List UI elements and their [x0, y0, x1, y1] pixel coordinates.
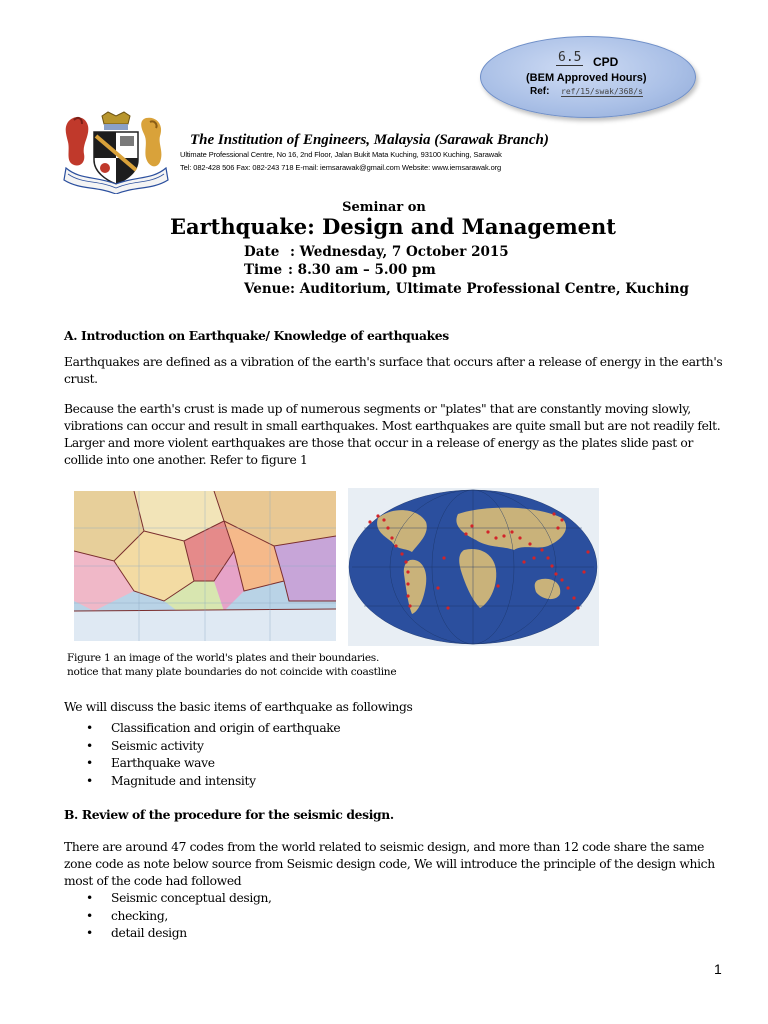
institution-crest-logo — [60, 110, 172, 194]
bullet: • — [86, 738, 93, 753]
list-item: • detail design — [84, 925, 684, 943]
figure-caption-line-1: Figure 1 an image of the world's plates and their boundaries. — [67, 652, 380, 664]
cpd-value: 6.5 — [558, 50, 582, 65]
institution-address: Ultimate Professional Centre, No 16, 2nd Floor, Jalan Bukit Mata Kuching, 93100 Kuching, Sarawak — [180, 150, 502, 159]
institution-name: The Institution of Engineers, Malaysia (Sarawak Branch) — [190, 132, 549, 148]
date-value: : Wednesday, 7 October 2015 — [290, 244, 509, 260]
list-item: • Seismic activity — [84, 738, 684, 756]
bullet: • — [86, 773, 93, 788]
bullet: • — [86, 891, 93, 905]
bullet: • — [86, 756, 93, 770]
seminar-label: Seminar on — [342, 200, 426, 215]
bem-approved-label: (BEM Approved Hours) — [526, 72, 647, 84]
page-number: 1 — [714, 961, 722, 977]
section-b-list — [84, 890, 684, 943]
institution-contact: Tel: 082-428 506 Fax: 082-243 718 E-mail: iemsarawak@gmail.com Website: www.iemsarawak.org — [180, 163, 502, 172]
earthquake-distribution-map — [348, 488, 599, 646]
discussion-intro: We will discuss the basic items of earthquake as followings — [64, 700, 413, 714]
ref-label: Ref: — [530, 86, 550, 97]
bullet: • — [86, 721, 93, 735]
bullet: • — [86, 908, 93, 923]
date-label: Date — [244, 244, 280, 260]
section-a-paragraph-2: Because the earth's crust is made up of numerous segments or "plates" that are constantly moving slowly, vibrations can occur and result in small earthquakes. Most earthquakes are quite small but are not readily felt. Larger and more violent earthquakes are those that occur in a release of energy as the plates slide past or collide into one another. Refer to figure 1 — [64, 402, 721, 467]
list-item: • checking, — [84, 908, 684, 926]
section-a-paragraph-1: Earthquakes are defined as a vibration of the earth's surface that occurs after a release of energy in the earth's crust. — [64, 355, 723, 386]
list-item: • Classification and origin of earthquake — [84, 720, 684, 738]
time-value: : 8.30 am – 5.00 pm — [288, 262, 436, 278]
section-a-heading: A. Introduction on Earthquake/ Knowledge of earthquakes — [64, 328, 449, 343]
cpd-unit: CPD — [593, 55, 619, 69]
list-item: • Seismic conceptual design, — [84, 890, 684, 908]
venue-value: : Auditorium, Ultimate Professional Centre, Kuching — [290, 281, 689, 297]
tectonic-plates-map — [74, 491, 336, 641]
bullet: • — [86, 926, 93, 940]
time-row — [244, 262, 436, 278]
section-b-paragraph: There are around 47 codes from the world related to seismic design, and more than 12 code share the same zone code as note below source from Seismic design code, We will introduce the principle of the design which most of the code had followed — [64, 840, 715, 888]
section-a-list — [84, 720, 684, 790]
list-item: • Earthquake wave — [84, 755, 684, 773]
venue-label: Venue — [244, 281, 291, 297]
list-item: • Magnitude and intensity — [84, 773, 684, 791]
seminar-title: Earthquake: Design and Management — [169, 214, 616, 239]
figure-caption-line-2: notice that many plate boundaries do not coincide with coastline — [67, 666, 397, 678]
time-label: Time — [244, 262, 283, 278]
date-row — [244, 244, 509, 260]
venue-row — [244, 281, 689, 297]
section-b-heading: B. Review of the procedure for the seismic design. — [64, 807, 394, 822]
ref-value: ref/15/swak/368/s — [561, 87, 643, 96]
